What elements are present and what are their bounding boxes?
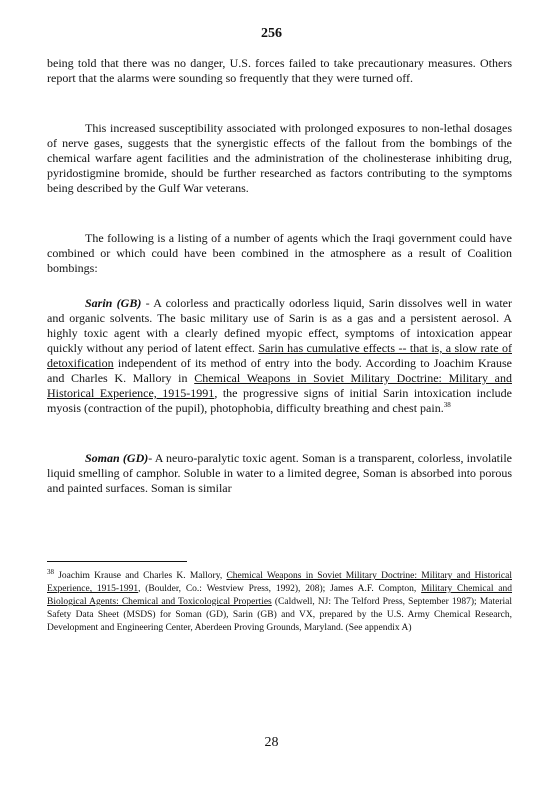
soman-term: Soman (GD) bbox=[85, 451, 149, 465]
sarin-book-title: Chemical Weapons in Soviet Military Doctrine: Military and Historical Experience, 1915-1991 bbox=[47, 371, 512, 400]
paragraph-continuation: being told that there was no danger, U.S. forces failed to take precautionary measures. Others report that the alarms were sounding so frequently that they were turned off. bbox=[47, 56, 512, 85]
paragraph-soman bbox=[47, 451, 512, 496]
paragraph-agents-intro: The following is a listing of a number of agents which the Iraqi government could have combined or which could have been combined in the atmosphere as a result of Coalition bombings: bbox=[47, 231, 512, 275]
sarin-text-a: - A colorless and practically odorless liquid, Sarin dissolves well in water and organic solvents. The basic military use of Sarin is as a gas and a persistent aerosol. A highly toxic agent with a clearly defined myopic effect, symptoms of intoxication appear quickly without any period of latent effect. bbox=[47, 296, 512, 355]
footnote-text-b: , (Boulder, Co.: Westview Press, 1992), 208); James A.F. Compton, bbox=[138, 584, 422, 594]
footnote-text-c: (Caldwell, NJ: The Telford Press, September 1987); Material Safety Data Sheet (MSDS) for Soman (GD), Sarin (GB) and VX, prepared by the U.S. Army Chemical Research, Development and Engineering Center, Aberdeen Proving Grounds, Maryland. (See appendix A) bbox=[47, 597, 512, 633]
paragraph-susceptibility: This increased susceptibility associated with prolonged exposures to non-lethal dosages of nerve gases, suggests that the synergistic effects of the fallout from the bombings of the chemical warfare agent facilities and the administration of the cholinesterase inhibiting drug, pyridostigmine bromide, should be further researched as factors contributing to the symptoms being described by the Gulf War veterans. bbox=[47, 121, 512, 195]
footnote bbox=[47, 567, 512, 635]
footnote-text-a: Joachim Krause and Charles K. Mallory, bbox=[54, 571, 227, 581]
sarin-text-b: independent of its method of entry into the body. According to Joachim Krause and Charles K. Mallory in bbox=[47, 356, 512, 385]
soman-text: - A neuro-paralytic toxic agent. Soman is a transparent, colorless, involatile liquid smelling of camphor. Soluble in water to a limited degree, Soman is absorbed into porous and painted surfaces. Soman is similar bbox=[47, 451, 512, 495]
footnote-reference: 38 bbox=[443, 401, 451, 409]
footnote-title-2: Military Chemical and Biological Agents: Chemical and Toxicological Properties bbox=[47, 584, 512, 607]
sarin-term: Sarin (GB) bbox=[85, 296, 142, 310]
paragraph-sarin bbox=[47, 296, 512, 416]
top-page-number: 256 bbox=[261, 26, 282, 41]
footnote-number: 38 bbox=[47, 567, 54, 576]
sarin-text-c: , the progressive signs of initial Sarin intoxication include myosis (contraction of the pupil), photophobia, difficulty breathing and chest pain. bbox=[47, 386, 513, 415]
footnote-separator bbox=[47, 561, 187, 562]
footnote-title-1: Chemical Weapons in Soviet Military Doctrine: Military and Historical Experience, 1915-1991 bbox=[47, 571, 512, 594]
bottom-page-number: 28 bbox=[264, 735, 279, 750]
sarin-underlined-text: Sarin has cumulative effects -- that is, a slow rate of detoxification bbox=[47, 341, 512, 370]
